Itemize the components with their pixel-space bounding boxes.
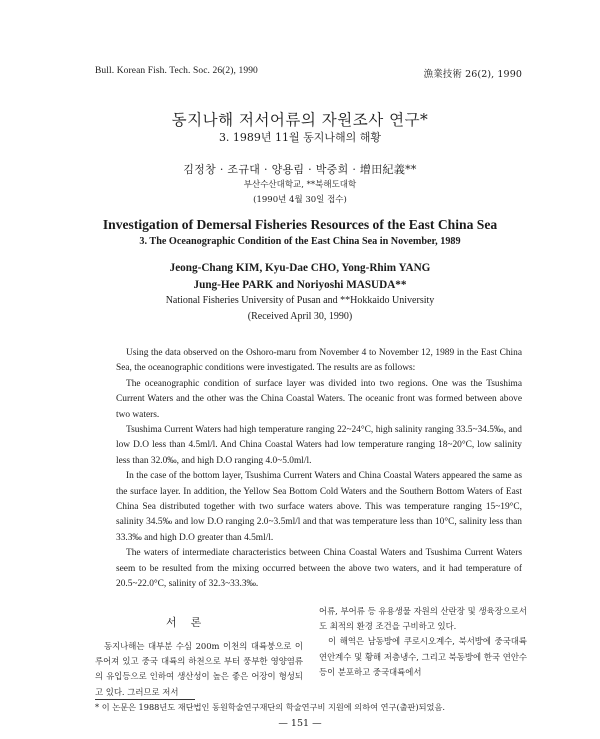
- korean-affiliation: 부산수산대학교, **북해도대학: [243, 180, 357, 190]
- journal-citation-right: 漁業技術 26(2), 1990: [423, 69, 522, 80]
- korean-authors: 김정창 · 조규대 · 양용림 · 박중희 · 增田紀義**: [183, 163, 417, 176]
- english-affiliation: National Fisheries University of Pusan and **Hokkaido University: [165, 295, 435, 306]
- body-paragraph: 동지나해는 대부분 수심 200m 이천의 대륙붕으로 이루어져 있고 중국 대륙의 하천으로 부터 풍부한 영양염류의 유입등으로 인하여 생산성이 높은 좋은 어장이 형성되고 있다. 그러므로 저서: [95, 641, 303, 697]
- abstract: [116, 346, 522, 593]
- korean-subtitle: 3. 1989년 11월 동지나해의 해황: [218, 131, 382, 144]
- footnote: * 이 논문은 1988년도 재단법인 동원학술연구재단의 학술연구비 지원에 의하여 연구(출판)되었음.: [95, 702, 445, 712]
- journal-citation-left: Bull. Korean Fish. Tech. Soc. 26(2), 1990: [95, 66, 258, 76]
- english-subtitle: 3. The Oceanographic Condition of the East China Sea in November, 1989: [139, 236, 461, 247]
- body-paragraph: 어류, 부어류 등 유용생물 자원의 산란장 및 생육장으로서도 최적의 환경 조건을 구비하고 있다.: [319, 606, 527, 632]
- korean-received-date: (1990년 4월 30일 접수): [253, 195, 347, 205]
- abstract-paragraph: Tsushima Current Waters had high temperature ranging 22~24°C, high salinity ranging 33.5~34.5‰, and low D.O less than 4.5ml/l. And China Coastal Waters had low temperature ranging 18~20°C, low salinity less than 32.0‰, and high D.O ranging 4.0~5.0ml/l.: [116, 425, 522, 466]
- english-received-date: (Received April 30, 1990): [247, 311, 353, 322]
- abstract-paragraph: The waters of intermediate characteristics between China Coastal Waters and Tsushima Current Waters seem to be resulted from the mixing occurred between the above two waters, and it had temperature of 20.5~22.0°C, salinity of 32.3~33.3‰.: [116, 548, 522, 590]
- section-heading-introduction: 서론: [166, 616, 216, 629]
- page-number: — 151 —: [278, 718, 322, 729]
- body-column-left: [95, 639, 303, 700]
- body-column-right: [319, 604, 527, 680]
- english-authors-line2: Jung-Hee PARK and Noriyoshi MASUDA**: [193, 279, 407, 291]
- korean-title: 동지나해 저서어류의 자원조사 연구*: [171, 111, 429, 129]
- english-authors-line1: Jeong-Chang KIM, Kyu-Dae CHO, Yong-Rhim YANG: [169, 262, 431, 274]
- abstract-paragraph: The oceanographic condition of surface layer was divided into two regions. One was the Tsushima Current Waters and the other was the China Coastal Waters. The oceanic front was formed between above two waters.: [116, 378, 522, 420]
- english-title: Investigation of Demersal Fisheries Resources of the East China Sea: [102, 217, 498, 232]
- abstract-paragraph: Using the data observed on the Oshoro-maru from November 4 to November 12, 1989 in the East China Sea, the oceanographic conditions were investigated. The results are as follows:: [116, 348, 522, 374]
- body-paragraph: 이 해역은 남동방에 쿠로시오계수, 북서방에 중국대륙 연안계수 및 황해 저층냉수, 그리고 북동방에 한국 연안수 등이 분포하고 중국대륙에서: [319, 636, 527, 677]
- footnote-divider: [95, 699, 195, 700]
- abstract-paragraph: In the case of the bottom layer, Tsushima Current Waters and China Coastal Waters appeared the same as the surface layer. In addition, the Yellow Sea Bottom Cold Waters and the Southern Bottom Waters of East China Sea distributed together with two surface waters above. This was temperature ranging 15~19°C, salinity 34.5‰ and low D.O ranging 2.0~3.5ml/l and that was temperature less than 10°C, salinity less than 33.3‰ and high D.O greater than 4.5ml/l.: [116, 471, 522, 543]
